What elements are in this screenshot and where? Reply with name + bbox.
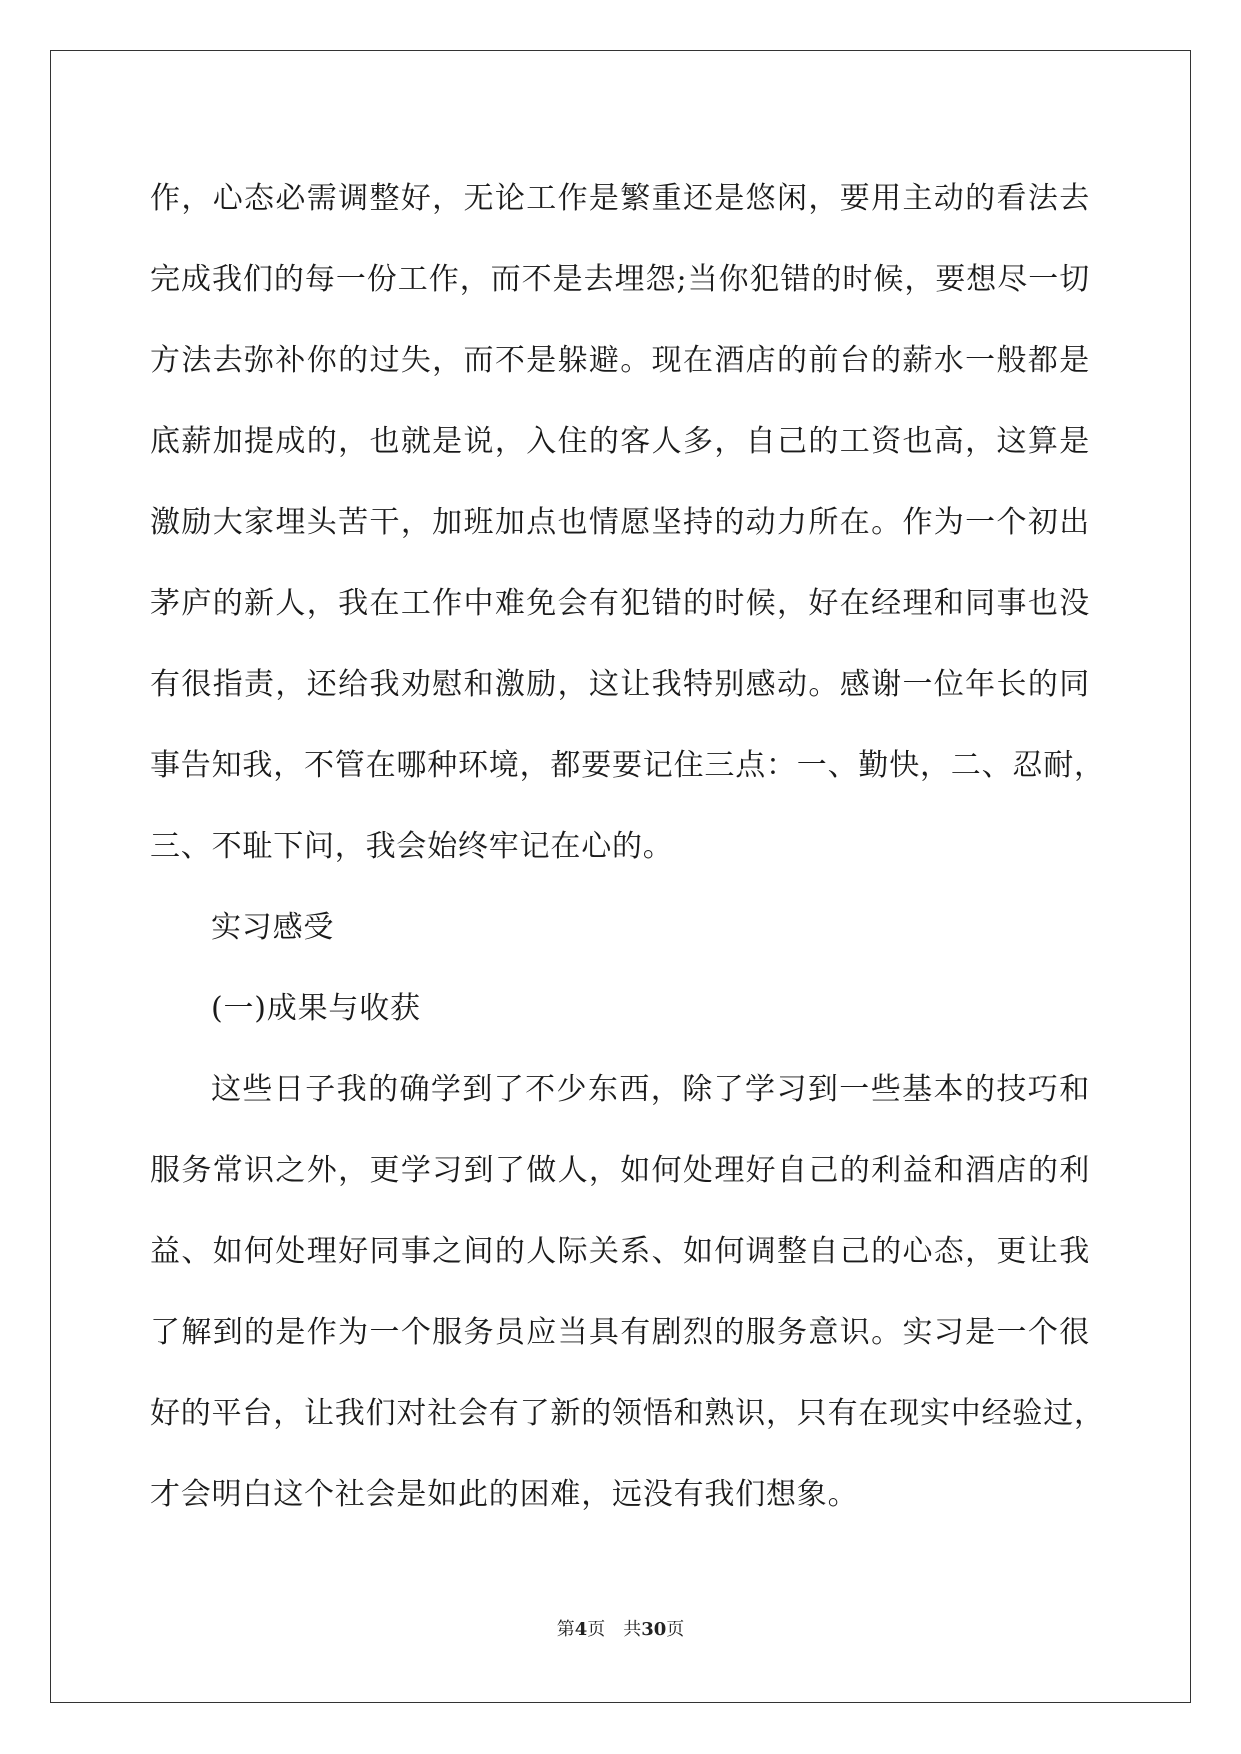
paragraph-line-last: 才会明白这个社会是如此的困难，远没有我们想象。 <box>150 1477 859 1512</box>
page-suffix: 页 <box>587 1619 606 1640</box>
paragraph-line: 服务常识之外，更学习到了做人，如何处理好自己的利益和酒店的利 <box>150 1153 1090 1188</box>
page-footer <box>0 1615 1241 1641</box>
paragraph-line: 作，心态必需调整好，无论工作是繁重还是悠闲，要用主动的看法去 <box>150 181 1090 216</box>
subsection-heading: (一)成果与收获 <box>211 991 421 1026</box>
paragraph-line: 底薪加提成的，也就是说，入住的客人多，自己的工资也高，这算是 <box>150 424 1090 459</box>
paragraph-line: 方法去弥补你的过失，而不是躲避。现在酒店的前台的薪水一般都是 <box>150 343 1090 378</box>
paragraph-line: 事告知我，不管在哪种环境，都要要记住三点：一、勤快，二、忍耐， <box>150 748 1105 783</box>
total-prefix: 共 <box>623 1619 642 1640</box>
paragraph-line: 了解到的是作为一个服务员应当具有剧烈的服务意识。实习是一个很 <box>150 1315 1090 1350</box>
paragraph-line: 益、如何处理好同事之间的人际关系、如何调整自己的心态，更让我 <box>150 1234 1090 1269</box>
paragraph-line-first: 这些日子我的确学到了不少东西，除了学习到一些基本的技巧和 <box>211 1072 1090 1107</box>
total-suffix: 页 <box>666 1619 685 1640</box>
paragraph-line: 好的平台，让我们对社会有了新的领悟和熟识，只有在现实中经验过， <box>150 1396 1105 1431</box>
document-body <box>150 158 1105 1535</box>
page-current: 4 <box>574 1619 588 1640</box>
page-prefix: 第 <box>556 1619 575 1640</box>
paragraph-line: 有很指责，还给我劝慰和激励，这让我特别感动。感谢一位年长的同 <box>150 667 1090 702</box>
paragraph-line: 完成我们的每一份工作，而不是去埋怨;当你犯错的时候，要想尽一切 <box>150 262 1090 297</box>
page-total: 30 <box>641 1619 667 1640</box>
section-heading: 实习感受 <box>211 910 335 945</box>
paragraph-line-last: 三、不耻下问，我会始终牢记在心的。 <box>150 829 674 864</box>
paragraph-line: 茅庐的新人，我在工作中难免会有犯错的时候，好在经理和同事也没 <box>150 586 1090 621</box>
paragraph-line: 激励大家埋头苦干，加班加点也情愿坚持的动力所在。作为一个初出 <box>150 505 1090 540</box>
